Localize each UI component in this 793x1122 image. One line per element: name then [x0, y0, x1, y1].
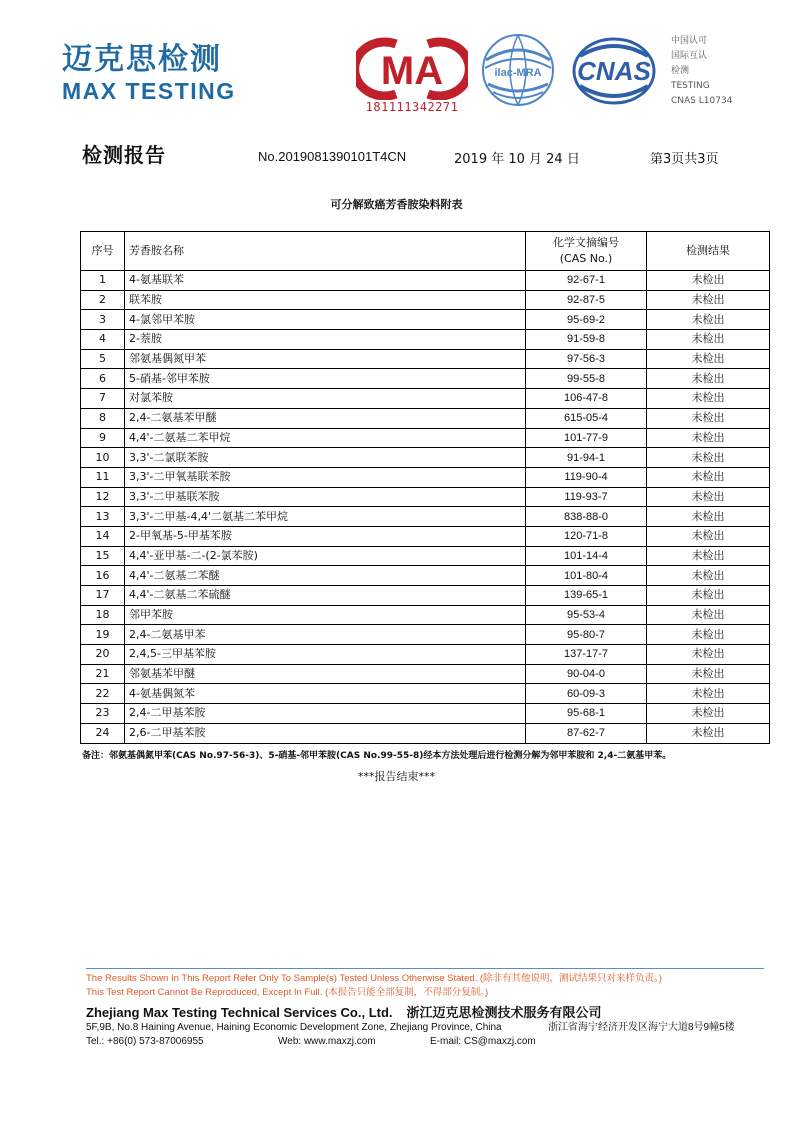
cas-number: 120-71-8 [526, 526, 647, 546]
cas-number: 95-80-7 [526, 625, 647, 645]
row-number: 5 [81, 349, 125, 369]
test-result: 未检出 [647, 330, 770, 350]
table-row [81, 507, 770, 527]
test-result: 未检出 [647, 448, 770, 468]
table-row [81, 546, 770, 566]
amine-name: 4-氨基偶氮苯 [125, 684, 526, 704]
test-result: 未检出 [647, 526, 770, 546]
accreditation-info [671, 34, 732, 109]
header-name: 芳香胺名称 [125, 232, 526, 271]
cas-number: 92-87-5 [526, 290, 647, 310]
row-number: 1 [81, 271, 125, 291]
amine-name: 3,3'-二甲氧基联苯胺 [125, 467, 526, 487]
cnas-mark [568, 36, 664, 110]
amine-name: 2-甲氧基-5-甲基苯胺 [125, 526, 526, 546]
table-row [81, 684, 770, 704]
ilac-globe-icon [480, 32, 556, 108]
row-number: 10 [81, 448, 125, 468]
cma-logo-text: MA [380, 49, 444, 93]
row-number: 22 [81, 684, 125, 704]
amine-name: 3,3'-二甲基联苯胺 [125, 487, 526, 507]
table-body [81, 271, 770, 744]
report-date: 2019 年 10 月 24 日 [454, 152, 580, 167]
row-number: 17 [81, 586, 125, 606]
row-number: 11 [81, 467, 125, 487]
amine-name: 4,4'-二氨基二苯甲烷 [125, 428, 526, 448]
cma-number: 181111342271 [365, 100, 459, 114]
test-result: 未检出 [647, 664, 770, 684]
test-result: 未检出 [647, 704, 770, 724]
cas-number: 101-77-9 [526, 428, 647, 448]
header-no: 序号 [81, 232, 125, 271]
test-result: 未检出 [647, 369, 770, 389]
report-end-marker: ***报告结束*** [358, 770, 435, 783]
cas-number: 92-67-1 [526, 271, 647, 291]
cas-number: 97-56-3 [526, 349, 647, 369]
table-row [81, 526, 770, 546]
cnas-logo-icon [568, 36, 664, 106]
table-row [81, 467, 770, 487]
row-number: 6 [81, 369, 125, 389]
accreditation-line: 国际互认 [671, 51, 708, 61]
table-row [81, 605, 770, 625]
row-number: 2 [81, 290, 125, 310]
cma-certification-mark [356, 36, 468, 114]
row-number: 9 [81, 428, 125, 448]
row-number: 23 [81, 704, 125, 724]
amine-name: 2,6-二甲基苯胺 [125, 723, 526, 743]
amine-name: 4-氯邻甲苯胺 [125, 310, 526, 330]
test-result: 未检出 [647, 507, 770, 527]
cas-number: 137-17-7 [526, 645, 647, 665]
ilac-text: ilac-MRA [494, 67, 542, 79]
table-row [81, 664, 770, 684]
cnas-text: CNAS [577, 56, 651, 86]
test-result: 未检出 [647, 684, 770, 704]
cas-number: 91-94-1 [526, 448, 647, 468]
header-result: 检测结果 [647, 232, 770, 271]
cas-number: 99-55-8 [526, 369, 647, 389]
aromatic-amines-table [80, 231, 770, 744]
report-title: 检测报告 [82, 143, 166, 167]
accreditation-line: 检测 [671, 66, 690, 76]
accreditation-line: TESTING [671, 81, 710, 91]
table-row [81, 625, 770, 645]
row-number: 3 [81, 310, 125, 330]
telephone: Tel.: +86(0) 573-87006955 [86, 1036, 204, 1047]
header-cas-line2: (CAS No.) [559, 252, 613, 265]
test-result: 未检出 [647, 349, 770, 369]
row-number: 14 [81, 526, 125, 546]
cas-number: 60-09-3 [526, 684, 647, 704]
table-row [81, 645, 770, 665]
table-row [81, 487, 770, 507]
cas-number: 101-14-4 [526, 546, 647, 566]
contact-line [86, 1035, 776, 1049]
row-number: 13 [81, 507, 125, 527]
amine-name: 4,4'-二氨基二苯醚 [125, 566, 526, 586]
table-row [81, 408, 770, 428]
cas-number: 119-93-7 [526, 487, 647, 507]
cas-number: 615-05-4 [526, 408, 647, 428]
table-row [81, 723, 770, 743]
test-result: 未检出 [647, 408, 770, 428]
cas-number: 838-88-0 [526, 507, 647, 527]
accreditation-line: 中国认可 [671, 36, 708, 46]
table-row [81, 704, 770, 724]
row-number: 4 [81, 330, 125, 350]
address-en: 5F,9B, No.8 Haining Avenue, Haining Economic Development Zone, Zhejiang Province, China [86, 1022, 502, 1033]
test-result: 未检出 [647, 586, 770, 606]
table-row [81, 566, 770, 586]
cas-number: 87-62-7 [526, 723, 647, 743]
cas-number: 119-90-4 [526, 467, 647, 487]
test-result: 未检出 [647, 546, 770, 566]
test-result: 未检出 [647, 605, 770, 625]
amine-name: 2,4-二甲基苯胺 [125, 704, 526, 724]
amine-name: 对氯苯胺 [125, 389, 526, 409]
amine-name: 2,4-二氨基苯甲醚 [125, 408, 526, 428]
test-result: 未检出 [647, 271, 770, 291]
header-cas-line1: 化学文摘编号 [553, 236, 619, 249]
table-row [81, 448, 770, 468]
table-title: 可分解致癌芳香胺染料附表 [330, 198, 463, 211]
test-result: 未检出 [647, 290, 770, 310]
logo-english-name: MAX TESTING [62, 78, 236, 104]
amine-name: 2-萘胺 [125, 330, 526, 350]
footer-divider [86, 968, 764, 969]
test-result: 未检出 [647, 487, 770, 507]
test-result: 未检出 [647, 645, 770, 665]
amine-name: 2,4-二氨基甲苯 [125, 625, 526, 645]
logo-chinese-name: 迈克思检测 [62, 42, 222, 77]
address-cn: 浙江省海宁经济开发区海宁大道8号9幢5楼 [548, 1022, 735, 1033]
amine-name: 3,3'-二甲基-4,4'二氨基二苯甲烷 [125, 507, 526, 527]
cas-number: 139-65-1 [526, 586, 647, 606]
cma-logo-icon [356, 36, 468, 100]
company-name [86, 1002, 776, 1021]
cas-number: 91-59-8 [526, 330, 647, 350]
table-header-row [81, 232, 770, 271]
amine-name: 联苯胺 [125, 290, 526, 310]
cas-number: 106-47-8 [526, 389, 647, 409]
disclaimer-results: The Results Shown In This Report Refer Only To Sample(s) Tested Unless Otherwise Stated. (除非有其他说明，测试结果只对来样负责。) [86, 973, 662, 984]
row-number: 19 [81, 625, 125, 645]
row-number: 7 [81, 389, 125, 409]
table-row [81, 271, 770, 291]
amine-name: 5-硝基-邻甲苯胺 [125, 369, 526, 389]
amine-name: 3,3'-二氯联苯胺 [125, 448, 526, 468]
row-number: 20 [81, 645, 125, 665]
test-result: 未检出 [647, 428, 770, 448]
row-number: 18 [81, 605, 125, 625]
test-result: 未检出 [647, 723, 770, 743]
amine-name: 2,4,5-三甲基苯胺 [125, 645, 526, 665]
table-row [81, 330, 770, 350]
amine-name: 4,4'-二氨基二苯硫醚 [125, 586, 526, 606]
ilac-mra-mark [480, 32, 556, 112]
amine-name: 4,4'-亚甲基-二-(2-氯苯胺) [125, 546, 526, 566]
table-row [81, 389, 770, 409]
table-row [81, 310, 770, 330]
email: E-mail: CS@maxzj.com [430, 1036, 536, 1047]
test-result: 未检出 [647, 389, 770, 409]
table-row [81, 290, 770, 310]
amine-name: 4-氨基联苯 [125, 271, 526, 291]
address-line [86, 1021, 776, 1035]
test-result: 未检出 [647, 467, 770, 487]
table-note: 备注：邻氨基偶氮甲苯(CAS No.97-56-3)、5-硝基-邻甲苯胺(CAS No.99-55-8)经本方法处理后进行检测分解为邻甲苯胺和 2,4-二氨基甲苯。 [82, 751, 672, 761]
table-row [81, 349, 770, 369]
amine-name: 邻甲苯胺 [125, 605, 526, 625]
report-number: No.2019081390101T4CN [258, 149, 407, 164]
accreditation-line: CNAS L10734 [671, 96, 733, 106]
amine-name: 邻氨基苯甲醚 [125, 664, 526, 684]
row-number: 15 [81, 546, 125, 566]
disclaimer-reproduction: This Test Report Cannot Be Reproduced, Except In Full. (本报告只能全部复制，不得部分复制。) [86, 987, 489, 998]
test-result: 未检出 [647, 625, 770, 645]
row-number: 24 [81, 723, 125, 743]
table-row [81, 369, 770, 389]
test-result: 未检出 [647, 566, 770, 586]
row-number: 12 [81, 487, 125, 507]
footer [86, 972, 776, 1049]
page-indicator: 第3页共3页 [650, 152, 719, 167]
cas-number: 95-68-1 [526, 704, 647, 724]
company-logo [62, 44, 236, 105]
row-number: 8 [81, 408, 125, 428]
amine-name: 邻氨基偶氮甲苯 [125, 349, 526, 369]
company-name-en: Zhejiang Max Testing Technical Services Co., Ltd. [86, 1005, 393, 1020]
table-row [81, 428, 770, 448]
cas-number: 101-80-4 [526, 566, 647, 586]
header-cas [526, 232, 647, 271]
test-result: 未检出 [647, 310, 770, 330]
row-number: 16 [81, 566, 125, 586]
row-number: 21 [81, 664, 125, 684]
cas-number: 95-53-4 [526, 605, 647, 625]
company-name-cn: 浙江迈克思检测技术服务有限公司 [406, 1006, 602, 1021]
table-row [81, 586, 770, 606]
cas-number: 95-69-2 [526, 310, 647, 330]
cas-number: 90-04-0 [526, 664, 647, 684]
website: Web: www.maxzj.com [278, 1036, 376, 1047]
